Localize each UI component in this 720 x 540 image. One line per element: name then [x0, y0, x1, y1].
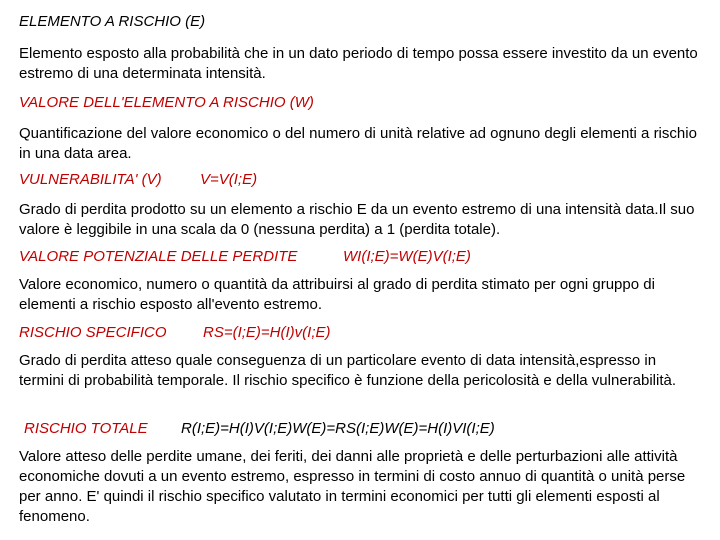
definition-valore-potenziale: Valore economico, numero o quantità da attribuirsi al grado di perdita stimato per ogni gruppo di elementi a rischio esposto all'evento estremo.: [19, 276, 655, 313]
heading-elemento-a-rischio: ELEMENTO A RISCHIO (E): [19, 13, 206, 30]
formula-valore-potenziale: WI(I;E)=W(E)V(I;E): [343, 248, 471, 265]
formula-rischio-specifico: RS=(I;E)=H(I)v(I;E): [203, 324, 331, 341]
definition-rischio-totale: Valore atteso delle perdite umane, dei feriti, dei danni alle proprietà e delle perturbazioni alle attività economiche dovuti a un evento estremo, espresso in termini di costo annuo di quantità o unità perse per anno. E' quindi il rischio specifico valutato in termini economici per tutti gli elementi esposti al fenomeno.: [19, 448, 686, 525]
heading-valore-elemento: VALORE DELL'ELEMENTO A RISCHIO (W): [19, 94, 314, 111]
formula-rischio-totale: R(I;E)=H(I)V(I;E)W(E)=RS(I;E)W(E)=H(I)VI(I;E): [181, 420, 495, 437]
definition-valore-elemento: Quantificazione del valore economico o del numero di unità relative ad ognuno degli elementi a rischio in una data area.: [19, 125, 697, 162]
definition-elemento-a-rischio: Elemento esposto alla probabilità che in un dato periodo di tempo possa essere investito da un evento estremo di una determinata intensità.: [19, 45, 698, 82]
heading-vulnerabilita: VULNERABILITA' (V): [19, 171, 162, 188]
formula-vulnerabilita: V=V(I;E): [200, 171, 258, 188]
heading-rischio-totale: RISCHIO TOTALE: [24, 420, 148, 437]
definition-rischio-specifico: Grado di perdita atteso quale conseguenza di un particolare evento di data intensità,espresso in termini di probabilità temporale. Il rischio specifico è funzione della pericolosità e della vulnerabilità.: [19, 352, 677, 389]
heading-rischio-specifico: RISCHIO SPECIFICO: [19, 324, 167, 341]
definition-vulnerabilita: Grado di perdita prodotto su un elemento a rischio E da un evento estremo di una intensità data.Il suo valore è leggibile in una scala da 0 (nessuna perdita) a 1 (perdita totale).: [19, 201, 695, 238]
heading-valore-potenziale: VALORE POTENZIALE DELLE PERDITE: [19, 248, 298, 265]
